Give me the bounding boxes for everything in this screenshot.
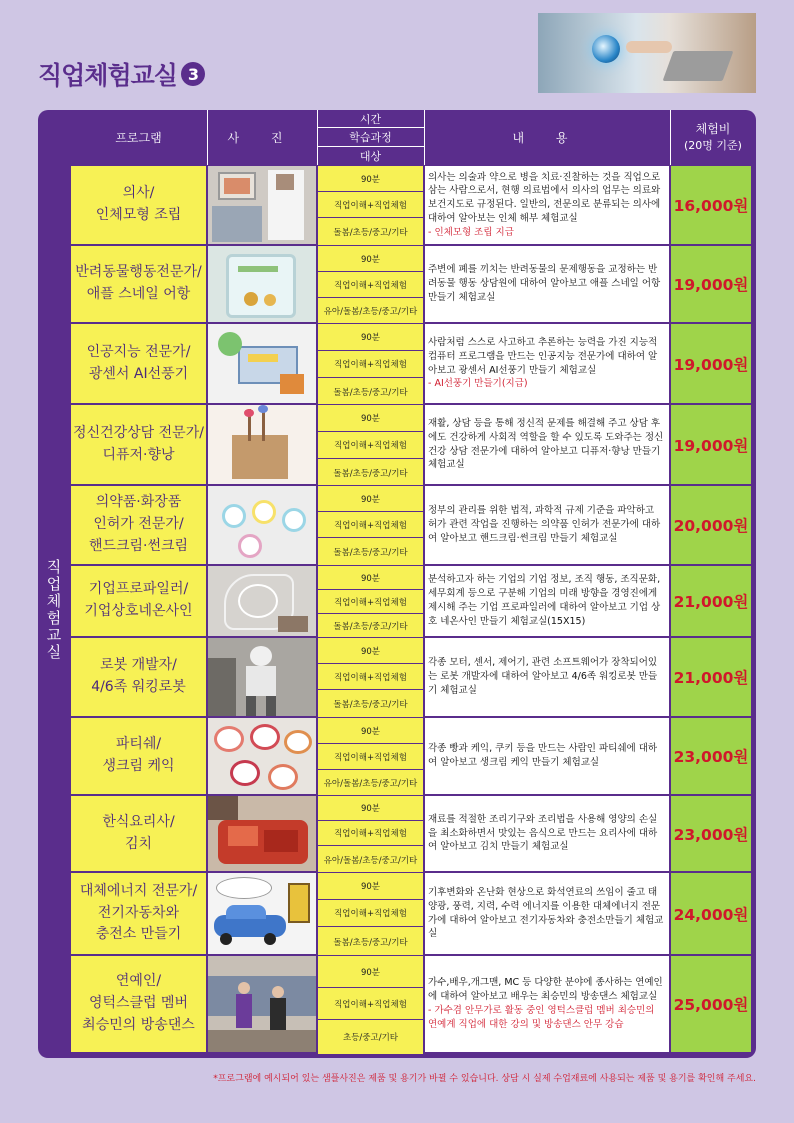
content-cell [424,165,670,245]
doctor-lab-photo [208,166,316,244]
time-value: 90분 [318,405,423,432]
target-value: 유아/돌봄/초등/중고/기타 [318,770,423,796]
snail-tank-photo [208,246,316,322]
program-photo-cell [207,955,317,1053]
course-value: 직업이해+직업체험 [318,664,423,690]
program-photo-cell [207,872,317,955]
schedule-cell [317,872,424,955]
table-row [70,795,752,872]
content-note: - AI선풍기 만들기(지급) [428,378,528,390]
program-name: 기업프로파일러/ 기업상호네온사인 [84,581,193,619]
program-name-cell [70,245,207,323]
program-photo-cell [207,323,317,404]
content-text: 의사는 의술과 약으로 병을 치료·진찰하는 것을 직업으로 삼는 사람으로서, 현행 의료법에서 의사의 업무는 의료와 보건지도로 규정된다. 일반의, 전문의로 분류되는 의사에 대하여 알아보는 인체 해부 체험교실 [428,171,661,224]
dance-photo [208,956,316,1052]
fee-value: 24,000원 [673,905,749,924]
neon-sign-photo [208,566,316,636]
content-cell [424,565,670,637]
fee-cell [670,323,752,404]
course-value: 직업이해+직업체험 [318,432,423,459]
target-value: 돌봄/초등/중고/기타 [318,690,423,718]
page-title [38,56,205,92]
header-photo: 사 진 [227,131,297,145]
time-value: 90분 [318,956,423,988]
program-name: 반려동물행동전문가/ 애플 스네일 어항 [75,264,202,302]
target-value: 돌봄/초등/중고/기타 [318,459,423,486]
content-cell [424,637,670,717]
fee-value: 19,000원 [673,436,749,455]
footnote: *프로그램에 예시되어 있는 샘플사진은 제품 및 용기가 바뀔 수 있습니다. 상담 시 실제 수업재료에 사용되는 제품 및 용기를 확인해 주세요. [213,1074,756,1084]
side-label: 직업체험교실 [44,559,63,661]
course-value: 직업이해+직업체험 [318,192,423,218]
content-text: 재료를 적절한 조리기구와 조리법을 사용해 영양의 손실을 최소화하면서 맛있는 음식으로 만드는 요리사에 대하여 알아보고 김치 만들기 체험교실 [428,813,658,853]
page-title-number: 3 [181,62,205,86]
program-name: 정신건강상담 전문가/ 디퓨저·향낭 [73,424,204,463]
content-note: - 인체모형 조립 지급 [428,226,514,238]
course-value: 직업이해+직업체험 [318,512,423,538]
program-name: 인공지능 전문가/ 광센서 AI선풍기 [86,343,191,382]
header-fee-sub: (20명 기준) [684,139,742,153]
content-cell [424,245,670,323]
content-text: 각종 빵과 케익, 쿠키 등을 만드는 사람인 파티쉐에 대하여 알아보고 생크림 케익 만들기 체험교실 [428,743,658,768]
program-name: 로봇 개발자/ 4/6족 워킹로봇 [91,657,186,695]
target-value: 돌봄/초등/중고/기타 [318,538,423,566]
content-cell [424,795,670,872]
schedule-cell [317,245,424,323]
program-name-cell [70,795,207,872]
course-value: 직업이해+직업체험 [318,744,423,770]
time-value: 90분 [318,566,423,590]
laptop-graphic [663,51,734,81]
fee-cell [670,165,752,245]
program-name-cell [70,955,207,1053]
course-value: 직업이해+직업체험 [318,272,423,298]
fee-cell [670,404,752,485]
content-cell [424,955,670,1053]
robot-photo [208,638,316,716]
program-name: 연예인/ 영턱스클럽 멤버 최승민의 방송댄스 [82,973,195,1033]
ai-fan-photo [208,324,316,403]
program-name: 의사/ 인체모형 조립 [95,185,182,223]
content-text: 가수,배우,개그맨, MC 등 다양한 분야에 종사하는 연예인에 대하여 알아보고 배우는 최승민의 방송댄스 체험교실 [428,977,663,1003]
target-value: 돌봄/초등/중고/기타 [318,614,423,638]
time-value: 90분 [318,796,423,821]
cream-jars-photo [208,486,316,564]
fee-value: 19,000원 [673,276,749,294]
program-photo-cell [207,795,317,872]
table-row [70,565,752,637]
hand-graphic [626,41,672,53]
program-photo-cell [207,404,317,485]
content-text: 분석하고자 하는 기업의 기업 정보, 조직 행동, 조직문화, 세무회계 등으로 구분해 기업의 미래 방향을 경영진에게 제시해 주는 기업 프로파일러에 대하여 알아보고 기업 상호 네온사인 만들기 체험교실(15X15) [428,574,661,627]
time-value: 90분 [318,324,423,351]
course-value: 직업이해+직업체험 [318,590,423,614]
table-row [70,165,752,245]
course-value: 직업이해+직업체험 [318,821,423,846]
cake-photo [208,718,316,794]
program-photo-cell [207,637,317,717]
time-value: 90분 [318,638,423,664]
header-divider [207,110,208,165]
globe-graphic [592,35,620,63]
content-text: 기후변화와 온난화 현상으로 화석연료의 쓰임이 줄고 태양광, 풍력, 지력, 수력 에너지를 이용한 대체에너지 전문가에 대하여 알아보고 전기자동차와 충전소만들기 체험교실 [428,886,664,940]
content-cell [424,717,670,795]
target-value: 돌봄/초등/중고/기타 [318,378,423,405]
program-name: 파티쉐/ 생크림 케익 [102,736,175,774]
fee-value: 21,000원 [673,669,749,687]
fee-value: 23,000원 [673,748,749,766]
program-name: 대체에너지 전문가/ 전기자동차와 충전소 만들기 [79,882,198,943]
header-divider [317,110,318,165]
program-name: 한식요리사/ 김치 [102,813,175,852]
content-text: 주변에 폐를 끼치는 반려동물의 문제행동을 교정하는 반려동물 행동 상담원에 대하여 알아보고 애플 스네일 어항 만들기 체험교실 [428,264,661,303]
hero-image [538,13,756,93]
target-value: 돌봄/초등/중고/기타 [318,927,423,956]
fee-cell [670,245,752,323]
schedule-cell [317,323,424,404]
schedule-cell [317,955,424,1053]
program-photo-cell [207,165,317,245]
header-divider [670,110,671,165]
table-row [70,717,752,795]
program-photo-cell [207,245,317,323]
content-text: 각종 모터, 센서, 제어기, 관련 소프트웨어가 장착되어있는 로봇 개발자에 대하여 알아보고 4/6족 워킹로봇 만들기 체험교실 [428,657,658,696]
fee-value: 20,000원 [673,517,749,535]
program-name-cell [70,717,207,795]
content-cell [424,485,670,565]
header-program: 프로그램 [115,131,162,145]
kimchi-photo [208,796,316,871]
target-value: 초등/중고/기타 [318,1020,423,1054]
content-note: - 가수겸 안무가로 활동 중인 영턱스클럽 멤버 최승민의 연예계 직업에 대한 강의 및 방송댄스 안무 강습 [428,1005,655,1030]
content-cell [424,404,670,485]
program-photo-cell [207,717,317,795]
program-photo-cell [207,565,317,637]
table-row [70,637,752,717]
content-text: 재활, 상담 등을 통해 정신적 문제를 해결해 주고 상담 후에도 건강하게 사회적 역할을 할 수 있도록 도와주는 정신건강 상담 전문가에 대하여 알아보고 디퓨저·향낭 만들기 체험교실 [428,417,664,471]
course-value: 직업이해+직업체험 [318,900,423,927]
time-value: 90분 [318,166,423,192]
schedule-cell [317,565,424,637]
header-divider [424,110,425,165]
header-time: 시간 [317,110,424,128]
table-row [70,404,752,485]
fee-cell [670,637,752,717]
schedule-cell [317,485,424,565]
table-row [70,485,752,565]
time-value: 90분 [318,486,423,512]
fee-value: 19,000원 [673,355,749,374]
header-target: 대상 [359,149,382,163]
program-name-cell [70,485,207,565]
table-row [70,245,752,323]
header-fee [670,110,756,165]
program-name-cell [70,872,207,955]
schedule-cell [317,165,424,245]
fee-value: 23,000원 [673,825,749,844]
table-row [70,872,752,955]
schedule-cell [317,717,424,795]
program-name-cell [70,637,207,717]
target-value: 유아/돌봄/초등/중고/기타 [318,846,423,873]
program-name-cell [70,565,207,637]
schedule-cell [317,795,424,872]
target-value: 유아/돌봄/초등/중고/기타 [318,298,423,324]
diffuser-photo [208,405,316,484]
schedule-cell [317,637,424,717]
table-row [70,323,752,404]
program-name-cell [70,404,207,485]
course-value: 직업이해+직업체험 [318,351,423,378]
schedule-cell [317,404,424,485]
program-name-cell [70,323,207,404]
course-value: 직업이해+직업체험 [318,988,423,1020]
target-value: 돌봄/초등/중고/기타 [318,218,423,246]
fee-cell [670,955,752,1053]
time-value: 90분 [318,246,423,272]
page-title-text: 직업체험교실 [38,61,177,90]
header-content: 내 용 [512,131,582,145]
fee-value: 21,000원 [673,593,749,611]
header-time-course-target [317,110,424,165]
content-cell [424,323,670,404]
program-name: 의약품·화장품 인허가 전문가/ 핸드크림·썬크림 [88,494,189,554]
electric-car-photo [208,873,316,954]
time-value: 90분 [318,718,423,744]
program-photo-cell [207,485,317,565]
table-row [70,955,752,1053]
fee-cell [670,717,752,795]
fee-cell [670,795,752,872]
fee-cell [670,485,752,565]
fee-cell [670,565,752,637]
header-course: 학습과정 [317,128,424,146]
program-name-cell [70,165,207,245]
time-value: 90분 [318,873,423,900]
content-text: 사람처럼 스스로 사고하고 추론하는 능력을 가진 지능적 컴퓨터 프로그램을 만드는 인공지능 전문가에 대하여 알아보고 광센서 AI선풍기 만들기 체험교실 [428,336,658,376]
fee-value: 16,000원 [673,197,749,215]
content-text: 정부의 관리를 위한 법적, 과학적 규제 기준을 파악하고 허가 관련 작업을 진행하는 의약품 인허가 전문가에 대하여 알아보고 핸드크림·썬크림 만들기 체험교실 [428,505,661,544]
content-cell [424,872,670,955]
fee-cell [670,872,752,955]
header-fee-label: 체험비 [695,122,731,137]
fee-value: 25,000원 [673,996,749,1014]
